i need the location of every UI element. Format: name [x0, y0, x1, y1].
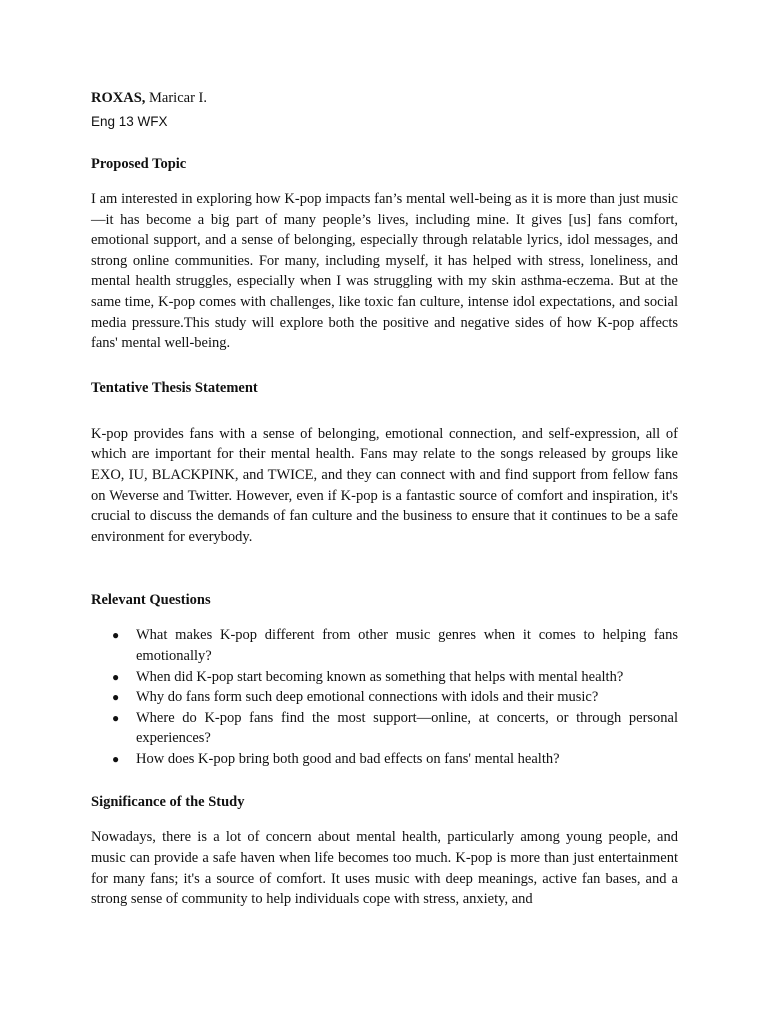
- question-text: How does K-pop bring both good and bad effects on fans' mental health?: [136, 750, 560, 767]
- question-text: What makes K-pop different from other music genres when it comes to helping fans emotionally?: [136, 627, 678, 664]
- bullet-icon: ●: [112, 690, 120, 705]
- question-text: Why do fans form such deep emotional connections with idols and their music?: [136, 689, 599, 706]
- paragraph-thesis-statement: K-pop provides fans with a sense of belonging, emotional connection, and self-expression, all of which are important for their mental health. Fans may relate to the songs released by groups like EXO, IU, BLACKPINK, and TWICE, and they can connect with and find support from fellow fans on Weverse and Twitter. However, even if K-pop is a fantastic source of comfort and inspiration, it's crucial to discuss the demands of fan culture and the business to ensure that it continues to be a safe environment for everybody.: [91, 425, 678, 545]
- author-surname: ROXAS,: [91, 90, 146, 106]
- course-code: Eng 13 WFX: [91, 114, 168, 129]
- relevant-questions-list: [91, 625, 678, 769]
- question-item: [91, 708, 678, 749]
- question-text: When did K-pop start becoming known as something that helps with mental health?: [136, 668, 624, 685]
- paragraph-proposed-topic: I am interested in exploring how K-pop impacts fan’s mental well-being as it is more than just music—it has become a big part of many people’s lives, including mine. It gives [us] fans comfort, emotional support, and a sense of belonging, especially through relatable lyrics, idol messages, and strong online communities. For many, including myself, it has helped with stress, loneliness, and mental health struggles, especially when I was struggling with my skin asthma-eczema. But at the same time, K-pop comes with challenges, like toxic fan culture, intense idol expectations, and social media pressure.This study will explore both the positive and negative sides of how K-pop affects fans' mental well-being.: [91, 191, 678, 352]
- document-page: [91, 88, 678, 910]
- bullet-icon: ●: [112, 710, 120, 725]
- author-line: [91, 88, 678, 108]
- question-item: [91, 749, 678, 770]
- author-given-name: Maricar I.: [145, 90, 207, 106]
- question-text: Where do K-pop fans find the most support—online, at concerts, or through personal experiences?: [136, 709, 678, 747]
- question-item: [91, 625, 678, 666]
- heading-significance-of-study: Significance of the Study: [91, 794, 245, 811]
- bullet-icon: ●: [112, 628, 120, 643]
- bullet-icon: ●: [112, 669, 120, 684]
- heading-thesis-statement: Tentative Thesis Statement: [91, 379, 258, 396]
- question-item: [91, 667, 678, 688]
- question-item: [91, 687, 678, 708]
- heading-proposed-topic: Proposed Topic: [91, 156, 187, 172]
- heading-relevant-questions: Relevant Questions: [91, 592, 211, 609]
- paragraph-significance-of-study: Nowadays, there is a lot of concern about mental health, particularly among young people, and music can provide a safe haven when life becomes too much. K-pop is more than just entertainment for many fans; it's a source of comfort. It uses music with deep meanings, active fan bases, and a strong sense of community to help individuals cope with stress, anxiety, and: [91, 829, 678, 908]
- bullet-icon: ●: [112, 751, 120, 766]
